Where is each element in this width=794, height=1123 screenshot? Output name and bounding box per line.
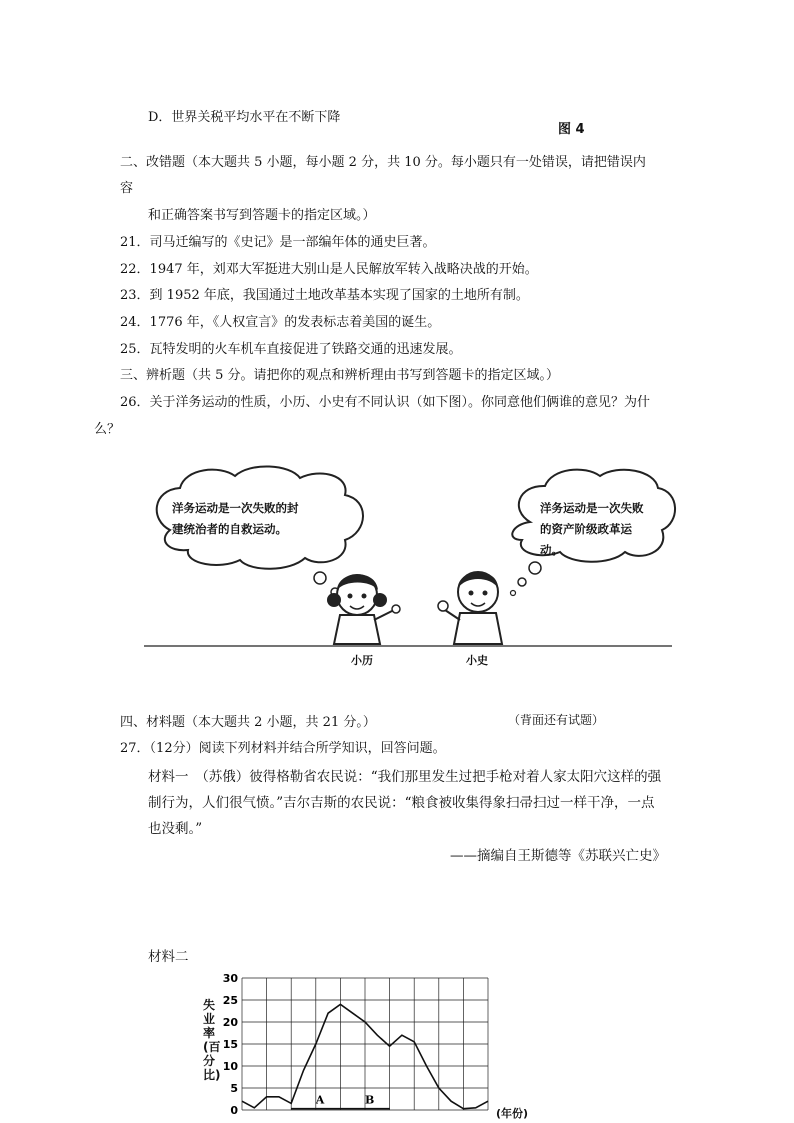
y-tick-label: 20 [222,1016,238,1029]
question-26-wrap: 么？ [94,422,121,437]
material-1-line2: 制行为，人们很气愤。”吉尔吉斯的农民说：“粮食被收集得象扫帚扫过一样干净，一点 [148,795,655,811]
question-21: 21．司马迁编写的《史记》是一部编年体的通史巨著。 [120,235,436,250]
question-22: 22．1947 年，刘邓大军挺进大别山是人民解放军转入战略决战的开始。 [120,262,538,277]
y-tick-label: 0 [230,1104,238,1117]
figure-4-label: 图 4 [558,122,585,137]
bubble-right-text: 洋务运动是一次失败的资产阶级政革运动。 [540,501,644,557]
question-25: 25．瓦特发明的火车机车直接促进了铁路交通的迅速发展。 [120,342,462,357]
question-23: 23．到 1952 年底，我国通过土地改革基本实现了国家的土地所有制。 [120,288,529,303]
section-2-heading-wrap: 容 [120,181,134,196]
bubble-left-text: 洋务运动是一次失败的封建统治者的自救运动。 [172,501,299,536]
name-left: 小历 [351,654,373,667]
section-2-heading: 二、改错题（本大题共 5 小题，每小题 2 分，共 10 分。每小题只有一处错误，请把错误内 [120,155,646,170]
material-2-label: 材料二 [148,949,189,965]
material-1-source: ——摘编自王斯德等《苏联兴亡史》 [450,848,666,864]
question-26: 26．关于洋务运动的性质，小历、小史有不同认识（如下图）。你同意他们俩谁的意见？为什 [120,395,651,410]
material-1-line1: 材料一 （苏俄）彼得格勒省农民说：“我们那里发生过把手枪对着人家太阳穴这样的强 [148,769,662,785]
annotation-label: A [315,1093,325,1107]
option-d: D．世界关税平均水平在不断下降 [148,110,341,125]
girl-figure [327,574,400,644]
annotation-label: B [365,1093,375,1107]
y-tick-label: 10 [222,1060,238,1073]
question-24: 24．1776 年，《人权宣言》的发表标志着美国的诞生。 [120,315,441,330]
y-tick-label: 15 [222,1038,238,1051]
y-tick-label: 5 [230,1082,238,1095]
back-note: （背面还有试题） [508,713,605,727]
section-4-heading: 四、材料题（本大题共 2 小题，共 21 分。） [120,715,376,730]
boy-figure [438,572,502,644]
unemployment-chart [198,970,538,1123]
x-axis-label: (年份) [496,1107,529,1120]
y-tick-label: 25 [222,994,238,1007]
section-2-instructions: 和正确答案书写到答题卡的指定区域。） [148,208,376,223]
material-1-line3: 也没剩。” [148,821,203,837]
section-3-heading: 三、辨析题（共 5 分。请把你的观点和辨析理由书写到答题卡的指定区域。） [120,368,560,383]
y-tick-label: 30 [222,972,238,985]
y-axis-label: 失业率(百分比) [203,998,221,1082]
name-right: 小史 [466,654,488,667]
question-27: 27．（12分）阅读下列材料并结合所学知识，回答问题。 [120,741,446,756]
